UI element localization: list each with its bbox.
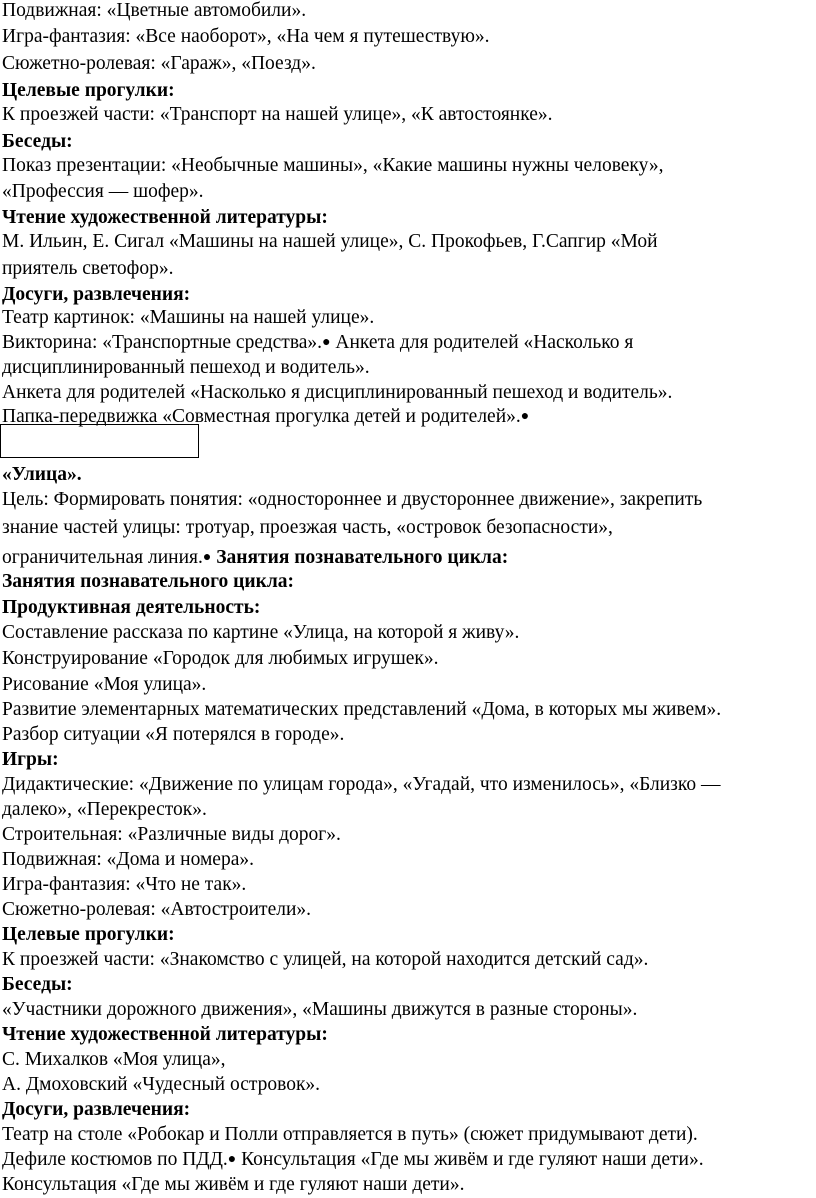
section-heading: Занятия познавательного цикла: bbox=[2, 571, 295, 592]
text-fragment: ограничительная линия. bbox=[2, 547, 203, 568]
text-line: Подвижная: «Цветные автомобили». bbox=[2, 0, 307, 21]
section-heading: Беседы: bbox=[2, 974, 73, 995]
section-heading: Целевые прогулки: bbox=[2, 80, 175, 101]
section-heading: Беседы: bbox=[2, 131, 73, 152]
section-heading: Целевые прогулки: bbox=[2, 924, 175, 945]
text-fragment: Папка-передвижка «Совместная прогулка детей и родителей». bbox=[2, 406, 521, 427]
text-line: Театр картинок: «Машины на нашей улице». bbox=[2, 307, 375, 328]
text-line: Составление рассказа по картине «Улица, на которой я живу». bbox=[2, 622, 520, 643]
text-line: Консультация «Где мы живём и где гуляют наши дети». bbox=[2, 1174, 465, 1195]
text-line: далеко», «Перекресток». bbox=[2, 799, 207, 820]
text-fragment: Анкета для родителей «Насколько я bbox=[330, 332, 634, 353]
text-line: «Участники дорожного движения», «Машины движутся в разные стороны». bbox=[2, 999, 638, 1020]
text-line: Сюжетно-ролевая: «Гараж», «Поезд». bbox=[2, 53, 316, 74]
text-line: Игра-фантазия: «Все наоборот», «На чем я путешествую». bbox=[2, 26, 490, 47]
text-line: М. Ильин, Е. Сигал «Машины на нашей улице», С. Прокофьев, Г.Сапгир «Мой bbox=[2, 231, 658, 252]
text-line: Подвижная: «Дома и номера». bbox=[2, 849, 254, 870]
text-fragment: Занятия познавательного цикла: bbox=[211, 547, 509, 568]
text-line: дисциплинированный пешеход и водитель». bbox=[2, 357, 370, 378]
text-line: Сюжетно-ролевая: «Автостроители». bbox=[2, 899, 312, 920]
empty-frame bbox=[0, 424, 199, 458]
text-fragment: Дефиле костюмов по ПДД. bbox=[2, 1149, 228, 1170]
text-line: знание частей улицы: тротуар, проезжая часть, «островок безопасности», bbox=[2, 517, 613, 538]
text-line: К проезжей части: «Транспорт на нашей улице», «К автостоянке». bbox=[2, 104, 553, 125]
text-line: Строительная: «Различные виды дорог». bbox=[2, 824, 341, 845]
bullet-icon: ● bbox=[227, 1152, 237, 1167]
text-line: С. Михалков «Моя улица», bbox=[2, 1049, 226, 1070]
section-heading: «Улица». bbox=[2, 464, 82, 485]
section-heading: Досуги, развлечения: bbox=[2, 284, 191, 305]
text-line: Разбор ситуации «Я потерялся в городе». bbox=[2, 724, 345, 745]
text-line bbox=[2, 1148, 704, 1174]
section-heading: Продуктивная деятельность: bbox=[2, 597, 261, 618]
text-line: «Профессия — шофер». bbox=[2, 181, 204, 202]
bullet-icon: ● bbox=[202, 550, 212, 565]
text-line: Игра-фантазия: «Что не так». bbox=[2, 874, 247, 895]
text-line: приятель светофор». bbox=[2, 258, 174, 279]
text-line: Цель: Формировать понятия: «одностороннее и двустороннее движение», закрепить bbox=[2, 489, 703, 510]
text-line: А. Дмоховский «Чудесный островок». bbox=[2, 1074, 321, 1095]
section-heading: Досуги, развлечения: bbox=[2, 1099, 191, 1120]
text-line: Показ презентации: «Необычные машины», «Какие машины нужны человеку», bbox=[2, 155, 664, 176]
text-line: Дидактические: «Движение по улицам города», «Угадай, что изменилось», «Близко — bbox=[2, 774, 721, 795]
section-heading: Игры: bbox=[2, 749, 59, 770]
section-heading: Чтение художественной литературы: bbox=[2, 1024, 328, 1045]
text-fragment: Викторина: «Транспортные средства». bbox=[2, 332, 323, 353]
section-heading: Чтение художественной литературы: bbox=[2, 207, 328, 228]
text-line bbox=[2, 331, 633, 357]
text-line: Развитие элементарных математических представлений «Дома, в которых мы живем». bbox=[2, 699, 722, 720]
text-line: К проезжей части: «Знакомство с улицей, на которой находится детский сад». bbox=[2, 949, 649, 970]
text-fragment: Консультация «Где мы живём и где гуляют наши дети». bbox=[236, 1149, 704, 1170]
bullet-icon: ● bbox=[520, 409, 530, 424]
text-line bbox=[2, 546, 508, 572]
text-line: Анкета для родителей «Насколько я дисциплинированный пешеход и водитель». bbox=[2, 382, 673, 403]
bullet-icon: ● bbox=[322, 335, 331, 350]
text-line: Рисование «Моя улица». bbox=[2, 674, 207, 695]
text-line: Театр на столе «Робокар и Полли отправляется в путь» (сюжет придумывают дети). bbox=[2, 1124, 698, 1145]
text-line: Конструирование «Городок для любимых игрушек». bbox=[2, 648, 439, 669]
